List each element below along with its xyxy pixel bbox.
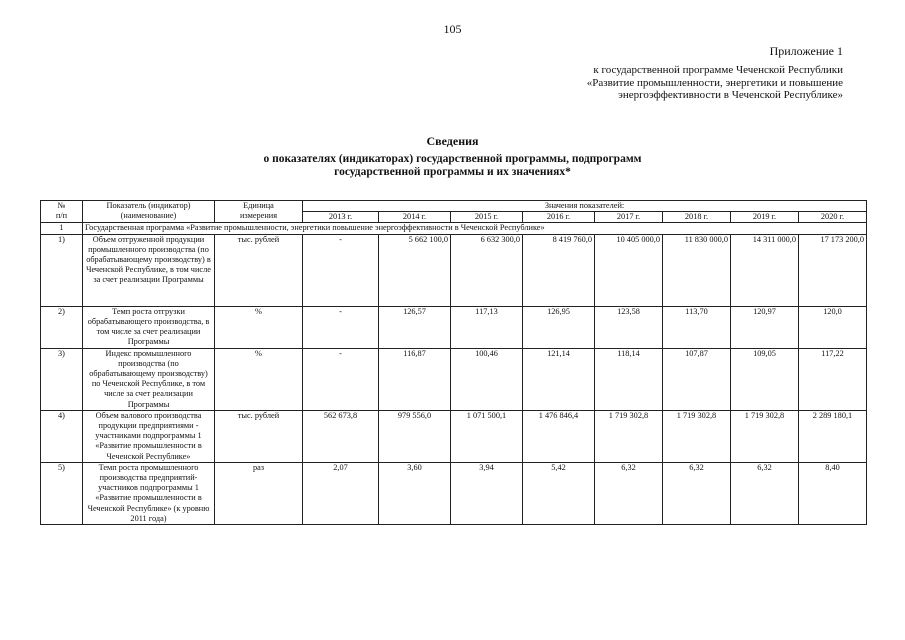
- row-value: 126,95: [523, 306, 595, 348]
- row-unit: тыс. рублей: [215, 410, 303, 462]
- header-year: 2020 г.: [799, 212, 867, 223]
- row-unit: %: [215, 348, 303, 410]
- header-year: 2019 г.: [731, 212, 799, 223]
- row-value: 1 071 500,1: [451, 410, 523, 462]
- header-indicator-line2: (наименование): [120, 211, 177, 221]
- appendix-line: энергоэффективности в Чеченской Республике»: [618, 89, 843, 101]
- row-value: 11 830 000,0: [663, 234, 731, 306]
- row-value: 3,94: [451, 462, 523, 524]
- row-value: 1 719 302,8: [663, 410, 731, 462]
- row-indicator-name: Темп роста отгрузки обрабатывающего производства, в том числе за счет реализации Программы: [83, 306, 215, 348]
- row-value: 109,05: [731, 348, 799, 410]
- row-unit: тыс. рублей: [215, 234, 303, 306]
- row-value: 100,46: [451, 348, 523, 410]
- table-row: [41, 348, 867, 410]
- appendix-line: к государственной программе Чеченской Республики: [593, 64, 843, 76]
- row-value: -: [303, 234, 379, 306]
- row-value: 123,58: [595, 306, 663, 348]
- page-number: 105: [443, 22, 462, 36]
- header-unit-line2: измерения: [239, 211, 278, 221]
- program-name: Государственная программа «Развитие промышленности, энергетики повышение энергоэффективности в Чеченской Республике»: [83, 223, 867, 234]
- row-value: 116,87: [379, 348, 451, 410]
- header-indicator-line1: Показатель (индикатор): [106, 201, 191, 210]
- row-number: 2): [41, 306, 83, 348]
- row-value: 117,22: [799, 348, 867, 410]
- row-value: 8 419 760,0: [523, 234, 595, 306]
- header-number-line2: п/п: [55, 211, 68, 221]
- row-value: 1 719 302,8: [595, 410, 663, 462]
- table-row: [41, 306, 867, 348]
- row-value: 1 476 846,4: [523, 410, 595, 462]
- appendix-label: Приложение 1: [769, 44, 843, 58]
- row-unit: раз: [215, 462, 303, 524]
- table-header-row: [41, 201, 867, 212]
- header-year: 2018 г.: [663, 212, 731, 223]
- appendix-line: «Развитие промышленности, энергетики и повышение: [586, 76, 843, 89]
- header-year: 2016 г.: [523, 212, 595, 223]
- row-value: 6,32: [731, 462, 799, 524]
- row-value: 6,32: [595, 462, 663, 524]
- row-value: 117,13: [451, 306, 523, 348]
- row-value: 8,40: [799, 462, 867, 524]
- row-value: 5,42: [523, 462, 595, 524]
- row-number: 1): [41, 234, 83, 306]
- appendix-description: [513, 64, 843, 102]
- header-indicator: [83, 201, 215, 223]
- row-value: 562 673,8: [303, 410, 379, 462]
- header-year: 2013 г.: [303, 212, 379, 223]
- row-value: 113,70: [663, 306, 731, 348]
- row-number: 5): [41, 462, 83, 524]
- row-value: -: [303, 348, 379, 410]
- row-indicator-name: Объем валового производства продукции предприятиями - участниками подпрограммы 1 «Развитие промышленности в Чеченской Республике»: [83, 410, 215, 462]
- row-value: -: [303, 306, 379, 348]
- row-value: 2,07: [303, 462, 379, 524]
- row-value: 107,87: [663, 348, 731, 410]
- row-value: 10 405 000,0: [595, 234, 663, 306]
- row-value: 121,14: [523, 348, 595, 410]
- row-number: 3): [41, 348, 83, 410]
- subtitle-line: государственной программы и их значениях*: [334, 166, 571, 178]
- row-value: 6 632 300,0: [451, 234, 523, 306]
- header-year: 2017 г.: [595, 212, 663, 223]
- header-unit: [215, 201, 303, 223]
- row-value: 118,14: [595, 348, 663, 410]
- table-row: [41, 410, 867, 462]
- row-value: 2 289 180,1: [799, 410, 867, 462]
- row-number: 4): [41, 410, 83, 462]
- subtitle-line: о показателях (индикаторах) государственной программы, подпрограмм: [263, 153, 642, 165]
- header-values-group: Значения показателей:: [303, 201, 867, 212]
- row-unit: %: [215, 306, 303, 348]
- row-value: 14 311 000,0: [731, 234, 799, 306]
- row-indicator-name: Индекс промышленного производства (по обрабатывающему производству) по Чеченской Республике, в том числе за счет реализации Программы: [83, 348, 215, 410]
- table-row: [41, 234, 867, 306]
- row-value: 126,57: [379, 306, 451, 348]
- row-value: 120,0: [799, 306, 867, 348]
- header-number: [41, 201, 83, 223]
- indicators-table: [40, 200, 867, 525]
- row-indicator-name: Объем отгруженной продукции промышленного производства (по обрабатывающему производству) в Чеченской Республике, в том числе за счет реализации Программы: [83, 234, 215, 306]
- header-unit-line1: Единица: [243, 201, 274, 210]
- document-subtitle: [240, 153, 665, 179]
- row-indicator-name: Темп роста промышленного производства предприятий-участников подпрограммы 1 «Развитие промышленности в Чеченской Республике» (к уровню 2011 года): [83, 462, 215, 524]
- row-value: 5 662 100,0: [379, 234, 451, 306]
- header-year: 2015 г.: [451, 212, 523, 223]
- row-value: 979 556,0: [379, 410, 451, 462]
- program-number: 1: [41, 223, 83, 234]
- header-year: 2014 г.: [379, 212, 451, 223]
- row-value: 1 719 302,8: [731, 410, 799, 462]
- header-number-line1: №: [57, 201, 66, 210]
- row-value: 6,32: [663, 462, 731, 524]
- row-value: 17 173 200,0: [799, 234, 867, 306]
- program-row: [41, 223, 867, 234]
- row-value: 3,60: [379, 462, 451, 524]
- row-value: 120,97: [731, 306, 799, 348]
- document-title: Сведения: [426, 134, 479, 148]
- table-row: [41, 462, 867, 524]
